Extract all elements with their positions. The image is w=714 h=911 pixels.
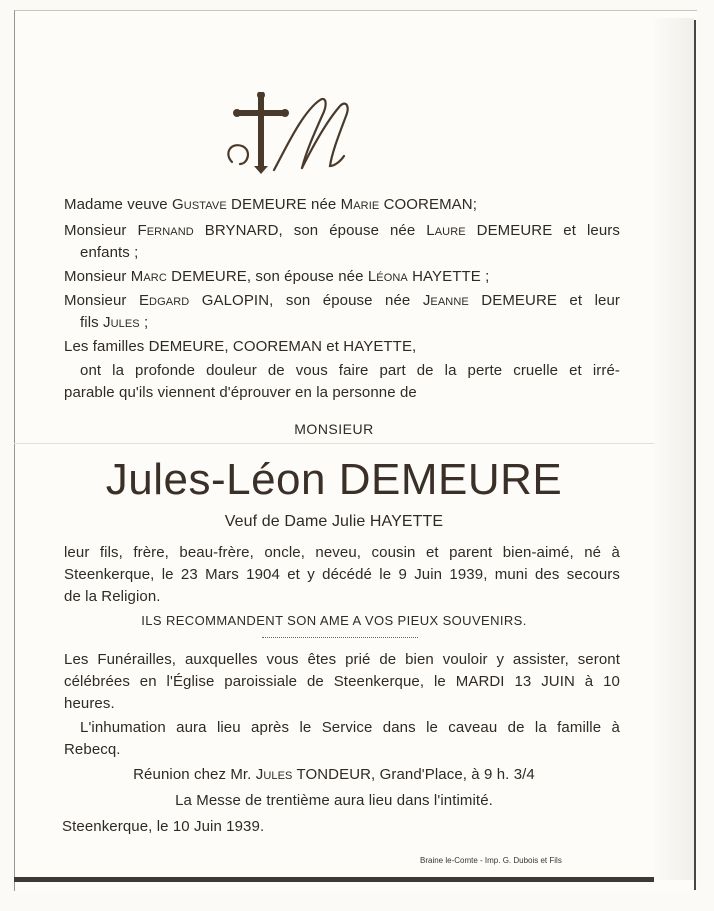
description-line-2: Steenkerque, le 23 Mars 1904 et y décédé le 9 Juin 1939, muni des secours — [64, 566, 620, 583]
page-shadow — [650, 18, 694, 880]
monsieur-heading: MONSIEUR — [294, 421, 374, 437]
funeral-line-3: heures. — [64, 695, 115, 712]
family-line-6: fils Jules ; — [80, 314, 149, 331]
family-line-7: Les familles DEMEURE, COOREMAN et HAYETTE, — [64, 338, 417, 355]
deceased-name: Jules-Léon DEMEURE — [105, 455, 563, 504]
family-line-4: Monsieur Marc DEMEURE, son épouse née Léona HAYETTE ; — [64, 268, 490, 285]
funeral-line-2: célébrées en l'Église paroissiale de Steenkerque, le MARDI 13 JUIN à 10 — [64, 673, 620, 690]
cross-monogram-emblem — [222, 92, 354, 176]
burial-line-1: L'inhumation aura lieu après le Service dans le caveau de la famille à — [80, 719, 620, 736]
fold-line — [14, 443, 654, 444]
family-line-2: Monsieur Fernand BRYNARD, son épouse née Laure DEMEURE et leurs — [64, 222, 620, 239]
announcement-line-2: parable qu'ils viennent d'éprouver en la personne de — [64, 384, 417, 401]
mass-line: La Messe de trentième aura lieu dans l'intimité. — [175, 792, 493, 809]
meeting-line: Réunion chez Mr. Jules TONDEUR, Grand'Place, à 9 h. 3/4 — [133, 766, 535, 783]
family-line-5: Monsieur Edgard GALOPIN, son épouse née Jeanne DEMEURE et leur — [64, 292, 621, 309]
family-line-3: enfants ; — [80, 244, 139, 261]
printer-imprint: Braine le-Comte - Imp. G. Dubois et Fils — [420, 856, 562, 865]
dotted-separator — [262, 637, 418, 638]
burial-line-2: Rebecq. — [64, 741, 121, 758]
bottom-border — [14, 877, 654, 882]
recommend-line: ILS RECOMMANDENT SON AME A VOS PIEUX SOUVENIRS. — [141, 613, 527, 628]
description-line-1: leur fils, frère, beau-frère, oncle, neveu, cousin et parent bien-aimé, né à — [64, 544, 620, 561]
family-line-1: Madame veuve Gustave DEMEURE née Marie COOREMAN; — [64, 196, 477, 213]
announcement-line-1: ont la profonde douleur de vous faire part de la perte cruelle et irré- — [80, 362, 620, 379]
description-line-3: de la Religion. — [64, 588, 161, 605]
widower-line: Veuf de Dame Julie HAYETTE — [224, 513, 444, 530]
place-date-line: Steenkerque, le 10 Juin 1939. — [62, 818, 265, 835]
funeral-line-1: Les Funérailles, auxquelles vous êtes prié de bien vouloir y assister, seront — [64, 651, 620, 668]
page-edge — [694, 20, 696, 890]
